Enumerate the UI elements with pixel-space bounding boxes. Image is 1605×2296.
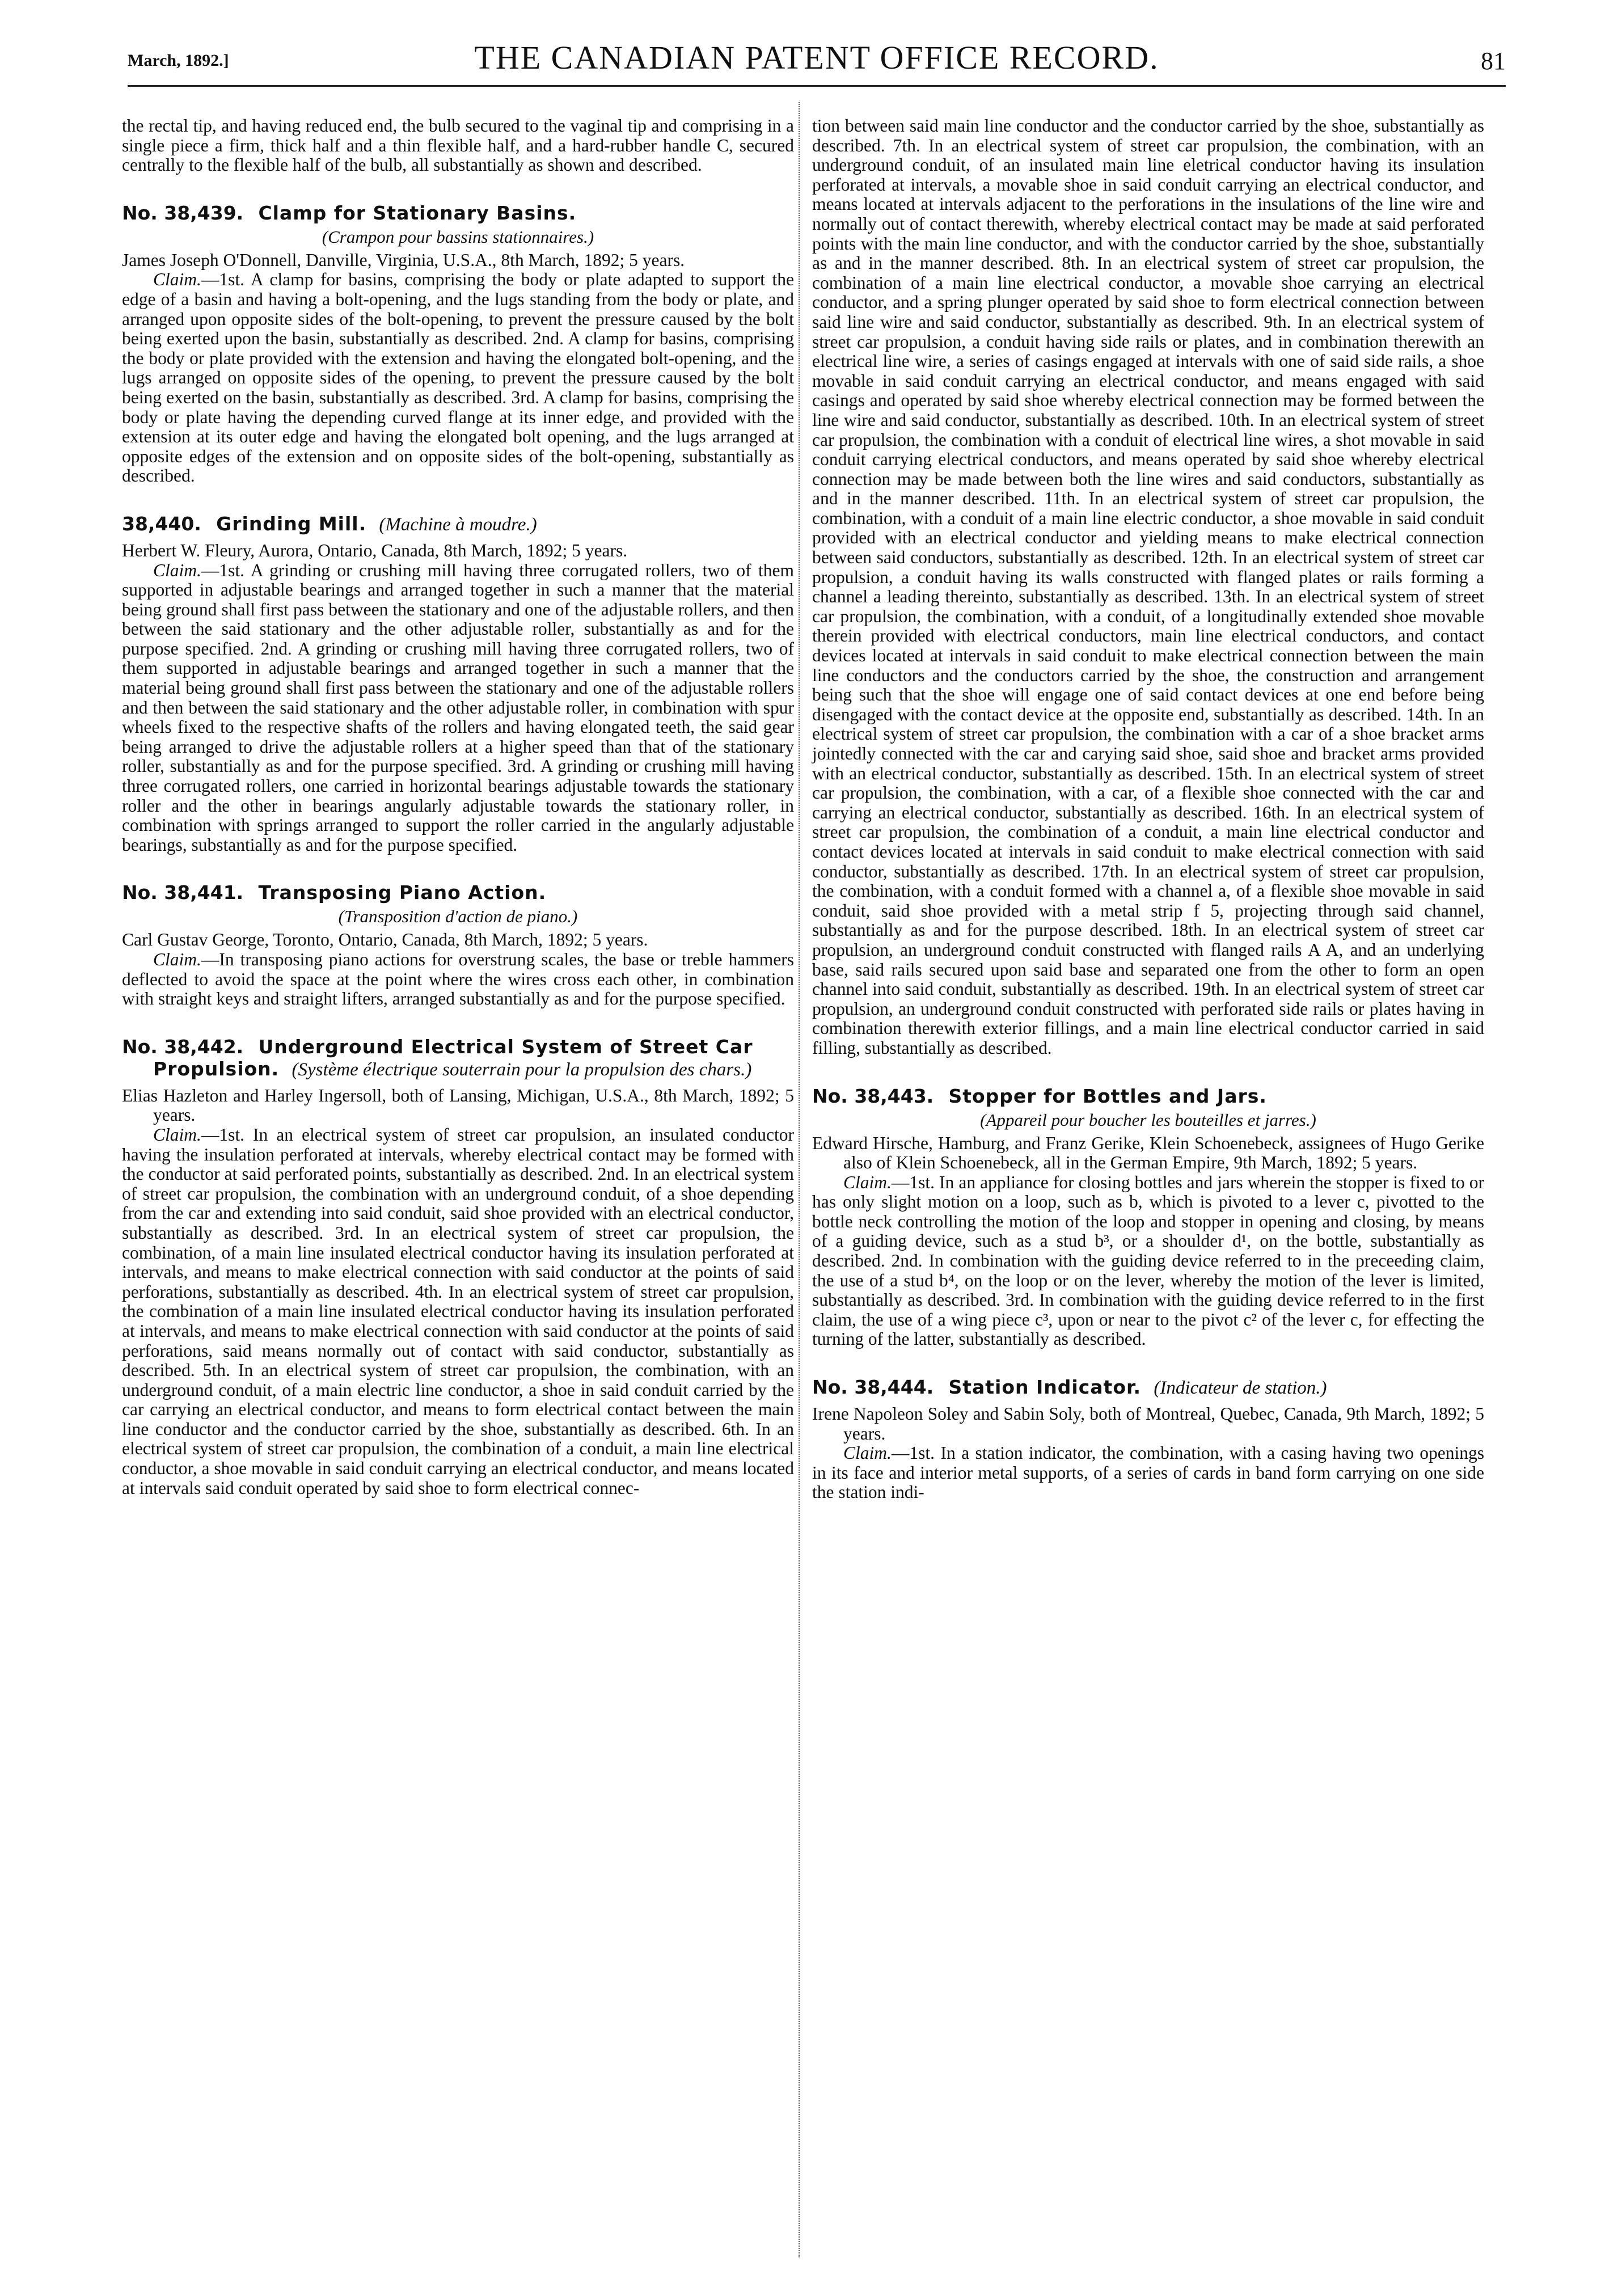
patent-38439 xyxy=(122,202,794,486)
patent-38444 xyxy=(812,1377,1484,1502)
claim-text xyxy=(812,1444,1484,1502)
page-header xyxy=(128,34,1506,87)
claim-label: Claim. xyxy=(153,269,201,290)
patent-38440 xyxy=(122,513,794,855)
patent-number: 38,440. xyxy=(122,512,201,535)
column-divider xyxy=(799,102,800,2257)
patent-38441 xyxy=(122,882,794,1008)
patent-title: Station Indicator. xyxy=(948,1376,1142,1399)
claim-body: —In transposing piano actions for overstrung scales, the base or treble hammers deflected to avoid the space at the point where the wires cross each other, in combination with straight keys and straight lifters, arranged substantially as and for the purpose specified. xyxy=(122,949,794,1009)
claim-text xyxy=(122,950,794,1009)
patent-38442 xyxy=(122,1036,794,1498)
claim-text xyxy=(812,1173,1484,1349)
claim-label: Claim. xyxy=(153,560,201,580)
patent-heading xyxy=(812,1086,1484,1108)
patent-number: No. 38,443. xyxy=(812,1084,934,1107)
left-column xyxy=(122,116,794,1498)
claim-text xyxy=(122,561,794,855)
claim-body: —1st. In an appliance for closing bottles and jars wherein the stopper is fixed to or has only slight motion on a loop, such as b, which is pivoted to a lever c, pivotted to the bottle neck controlling the motion of the loop and stopper in opening and closing, by means of a guiding device, such as a stud b³, or a shoulder d¹, on the bottle, substantially as described. 2nd. In combination with the guiding device referred to in the preceeding claim, the use of a stud b⁴, on the loop or on the lever, whereby the motion of the lever is limited, substantially as described. 3rd. In combination with the guiding device referred to in the first claim, the use of a wing piece c³, upon or near to the pivot c² of the lever c, for effecting the turning of the latter, substantially as described. xyxy=(812,1172,1484,1349)
inventor-line: James Joseph O'Donnell, Danville, Virginia, U.S.A., 8th March, 1892; 5 years. xyxy=(122,250,685,270)
claim-body: —1st. A grinding or crushing mill having three corrugated rollers, two of them supported in adjustable bearings and arranged together in such a manner that the material being ground shall first pass between the stationary and one of the adjustable rollers, and then between the said stationary and the other adjustable roller, substantially as and for the purpose specified. 2nd. A grinding or crushing mill having three corrugated rollers, two of them supported in adjustable bearings and arranged together in such a manner that the material being ground shall first pass between the stationary and one of the adjustable rollers and then between the said stationary and the other adjustable roller, in combination with spur wheels fixed to the respective shafts of the rollers and having elongated teeth, the said gear being arranged to drive the adjustable rollers at a higher speed than that of the stationary roller, substantially as and for the purpose specified. 3rd. A grinding or crushing mill having three corrugated rollers, one carried in horizontal bearings adjustable towards the stationary roller and the other in bearings angularly adjustable towards the stationary roller, in combination with springs arranged to support the roller carried in the angularly adjustable bearings, substantially as and for the purpose specified. xyxy=(122,560,794,855)
patent-number: No. 38,441. xyxy=(122,881,244,904)
patent-number: No. 38,442. xyxy=(122,1035,244,1058)
inventor-line: Irene Napoleon Soley and Sabin Soly, both of Montreal, Quebec, Canada, 9th March, 1892; 5 years. xyxy=(812,1404,1484,1444)
patent-heading xyxy=(122,513,794,535)
inventor-line: Elias Hazleton and Harley Ingersoll, both of Lansing, Michigan, U.S.A., 8th March, 1892; 5 years. xyxy=(122,1085,794,1125)
continuation-text: the rectal tip, and having reduced end, the bulb secured to the vaginal tip and comprising in a single piece a firm, thick half and a thin flexible half, and a hard-rubber handle C, secured centrally to the flexible half of the bulb, all substantially as shown and described. xyxy=(122,116,794,175)
inventor-line: Herbert W. Fleury, Aurora, Ontario, Canada, 8th March, 1892; 5 years. xyxy=(122,540,628,560)
patent-heading xyxy=(812,1377,1484,1399)
patent-heading xyxy=(122,202,794,225)
patent-title: Underground Electrical System of Street Car Propulsion. xyxy=(153,1035,753,1080)
continuation-text: tion between said main line conductor and the conductor carried by the shoe, substantially as described. 7th. In an electrical system of street car propulsion, the combination, with an underground conduit, of an insulated main line eletrical conductor having its insulation perforated at intervals, a movable shoe in said conduit carrying an electrical conductor, and means located at intervals adjacent to the perforations in the insulations of the line wire and normally out of contact therewith, whereby electrical contact may be made at said perforated points with the main line conductor, and with the conductor carried by the shoe, substantially as and in the manner described. 8th. In an electrical system of street car propulsion, the combination of a main line electrical conductor, a movable shoe carrying an electrical conductor, and a spring plunger operated by said shoe to form electrical connection between said line wire and said conductor, substantially as described. 9th. In an electrical system of street car propulsion, a conduit having side rails or plates, and in combination therewith an electrical line wire, a series of casings engaged at intervals with one of said side rails, a shoe movable in said conduit carrying an electrical conductor, and means engaged with said casings and operated by said shoe whereby electrical connection may be formed between the line wire and said conductor, substantially as described. 10th. In an electrical system of street car propulsion, the combination with a conduit of electrical line wires, a shot movable in said conduit carrying electrical conductors, and means operated by said shoe whereby electrical connection may be made between both the line wires and said conductors, substantially as and in the manner described. 11th. In an electrical system of street car propulsion, the combination, with a conduit of a main line electric conductor, a shoe movable in said conduit provided with an electrical conductor and yielding means to make electrical connection between said conductors, substantially as described. 12th. In an electrical system of street car propulsion, a conduit having its walls constructed with flanged plates or rails forming a channel a leading thereinto, substantially as described. 13th. In an electrical system of street car propulsion, the combination, with a conduit, of a longitudinally extended shoe movable therein provided with electrical conductors, main line electrical conductors, and contact devices located at intervals in said conduit to make electrical connection between the main line conductors and the conductors carried by the shoe, the construction and arrangement being such that the shoe will engage one of said contact devices at one end before being disengaged with the contact device at the opposite end, substantially as described. 14th. In an electrical system of street car propulsion, the combination with a car of a shoe bracket arms jointedly connected with the car and carying said shoe, said shoe and bracket arms provided with an electrical conductor, substantially as described. 15th. In an electrical system of street car propulsion, the combination, with a car, of a flexible shoe connected with the car and carrying an electrical conductor, substantially as described. 16th. In an electrical system of street car propulsion, the combination of a conduit, a main line electrical conductor and contact devices located at intervals in said conduit to make electrical connection with said conductor, substantially as described. 17th. In an electrical system of street car propulsion, the combination, with a conduit formed with a channel a, of a flexible shoe movable in said conduit, said shoe provided with a metal strip f 5, projecting through said channel, substantially as and for the purpose described. 18th. In an electrical system of street car propulsion, an underground conduit constructed with flanged rails A A, and an underlying base, said rails secured upon said base and separated one from the other to form an open channel into said conduit, substantially as described. 19th. In an electrical system of street car propulsion, an underground conduit constructed with perforated side rails or plates having in combination therewith exterior fillings, and a main line electrical conductor carried in said filling, substantially as described. xyxy=(812,116,1484,1058)
patent-number: No. 38,444. xyxy=(812,1376,934,1399)
claim-text xyxy=(122,270,794,486)
right-column xyxy=(812,116,1484,1502)
page-number: 81 xyxy=(1481,47,1506,75)
inventor-line: Edward Hirsche, Hamburg, and Franz Gerike, Klein Schoenebeck, assignees of Hugo Gerike also of Klein Schoenebeck, all in the German Empire, 9th March, 1892; 5 years. xyxy=(812,1133,1484,1173)
patent-number: No. 38,439. xyxy=(122,201,244,224)
claim-label: Claim. xyxy=(843,1172,892,1192)
patent-title: Grinding Mill. xyxy=(216,512,367,535)
french-title: (Système électrique souterrain pour la propulsion des chars.) xyxy=(292,1059,752,1080)
french-title: (Appareil pour boucher les bouteilles et jarres.) xyxy=(980,1109,1316,1130)
french-title: (Crampon pour bassins stationnaires.) xyxy=(322,226,594,247)
claim-body: —1st. In an electrical system of street car propulsion, an insulated conductor having the insulation perforated at intervals, whereby electrical contact may be formed with the conductor at said perforated points, substantially as described. 2nd. In an electrical system of street car propulsion, the combination with an underground conduit, of a shoe depending from the car and extending into said conduit, said shoe provided with an electrical conductor, substantially as described. 3rd. In an electrical system of street car propulsion, the combination, of a main line insulated electrical conductor having its insulation perforated at intervals, and means to make electrical connection with said conductor at the points of said perforations, substantially as described. 4th. In an electrical system of street car propulsion, the combination of a main line insulated electrical conductor having its insulation perforated at intervals, and means to make electrical connection with said conductor at the points of said perforations, said means normally out of contact with said conductor, substantially as described. 5th. In an electrical system of street car propulsion, the combination, with an underground conduit, of a main electric line conductor, a shoe in said conduit carried by the car carrying an electrical conductor, and means to form electrical contact between the main line conductor and the conductor carried by the shoe, substantially as described. 6th. In an electrical system of street car propulsion, the combination of a conduit, a main line electrical conductor, a shoe movable in said conduit carrying an electrical conductor, and means located at intervals said conduit operated by said shoe to form electrical connec- xyxy=(122,1124,794,1498)
inventor-line: Carl Gustav George, Toronto, Ontario, Canada, 8th March, 1892; 5 years. xyxy=(122,930,648,950)
claim-label: Claim. xyxy=(153,949,201,969)
patent-38443 xyxy=(812,1086,1484,1350)
patent-title: Stopper for Bottles and Jars. xyxy=(948,1084,1267,1107)
patent-heading xyxy=(122,882,794,904)
patent-title: Clamp for Stationary Basins. xyxy=(258,201,577,224)
claim-body: —1st. A clamp for basins, comprising the body or plate adapted to support the edge of a basin and having a bolt-opening, and the lugs standing from the body or plate, and arranged upon opposite sides of the bolt-opening, to prevent the pressure caused by the bolt being exerted upon the basin, substantially as described. 2nd. A clamp for basins, comprising the body or plate provided with the extension and having the elongated bolt-opening, and the lugs arranged on opposite sides of the opening, to prevent the pressure caused by the bolt being exerted on the basin, substantially as described. 3rd. A clamp for basins, comprising the body or plate having the depending curved flange at its inner edge, and provided with the extension at its outer edge and having the elongated bolt opening, and the lugs arranged at opposite edges of the extension and on opposite sides of the bolt-opening, substantially as described. xyxy=(122,269,794,486)
patent-title: Transposing Piano Action. xyxy=(258,881,547,904)
claim-label: Claim. xyxy=(153,1124,201,1145)
french-title: (Transposition d'action de piano.) xyxy=(338,906,578,927)
publication-title: THE CANADIAN PATENT OFFICE RECORD. xyxy=(474,39,1159,76)
french-title: (Machine à moudre.) xyxy=(379,514,537,535)
french-title: (Indicateur de station.) xyxy=(1154,1378,1327,1399)
claim-text xyxy=(122,1125,794,1498)
header-date: March, 1892.] xyxy=(128,51,229,70)
patent-heading xyxy=(122,1036,794,1081)
claim-body: —1st. In a station indicator, the combination, with a casing having two openings in its face and interior metal supports, of a series of cards in band form carrying on one side the station indi- xyxy=(812,1443,1484,1502)
claim-label: Claim. xyxy=(843,1443,892,1463)
